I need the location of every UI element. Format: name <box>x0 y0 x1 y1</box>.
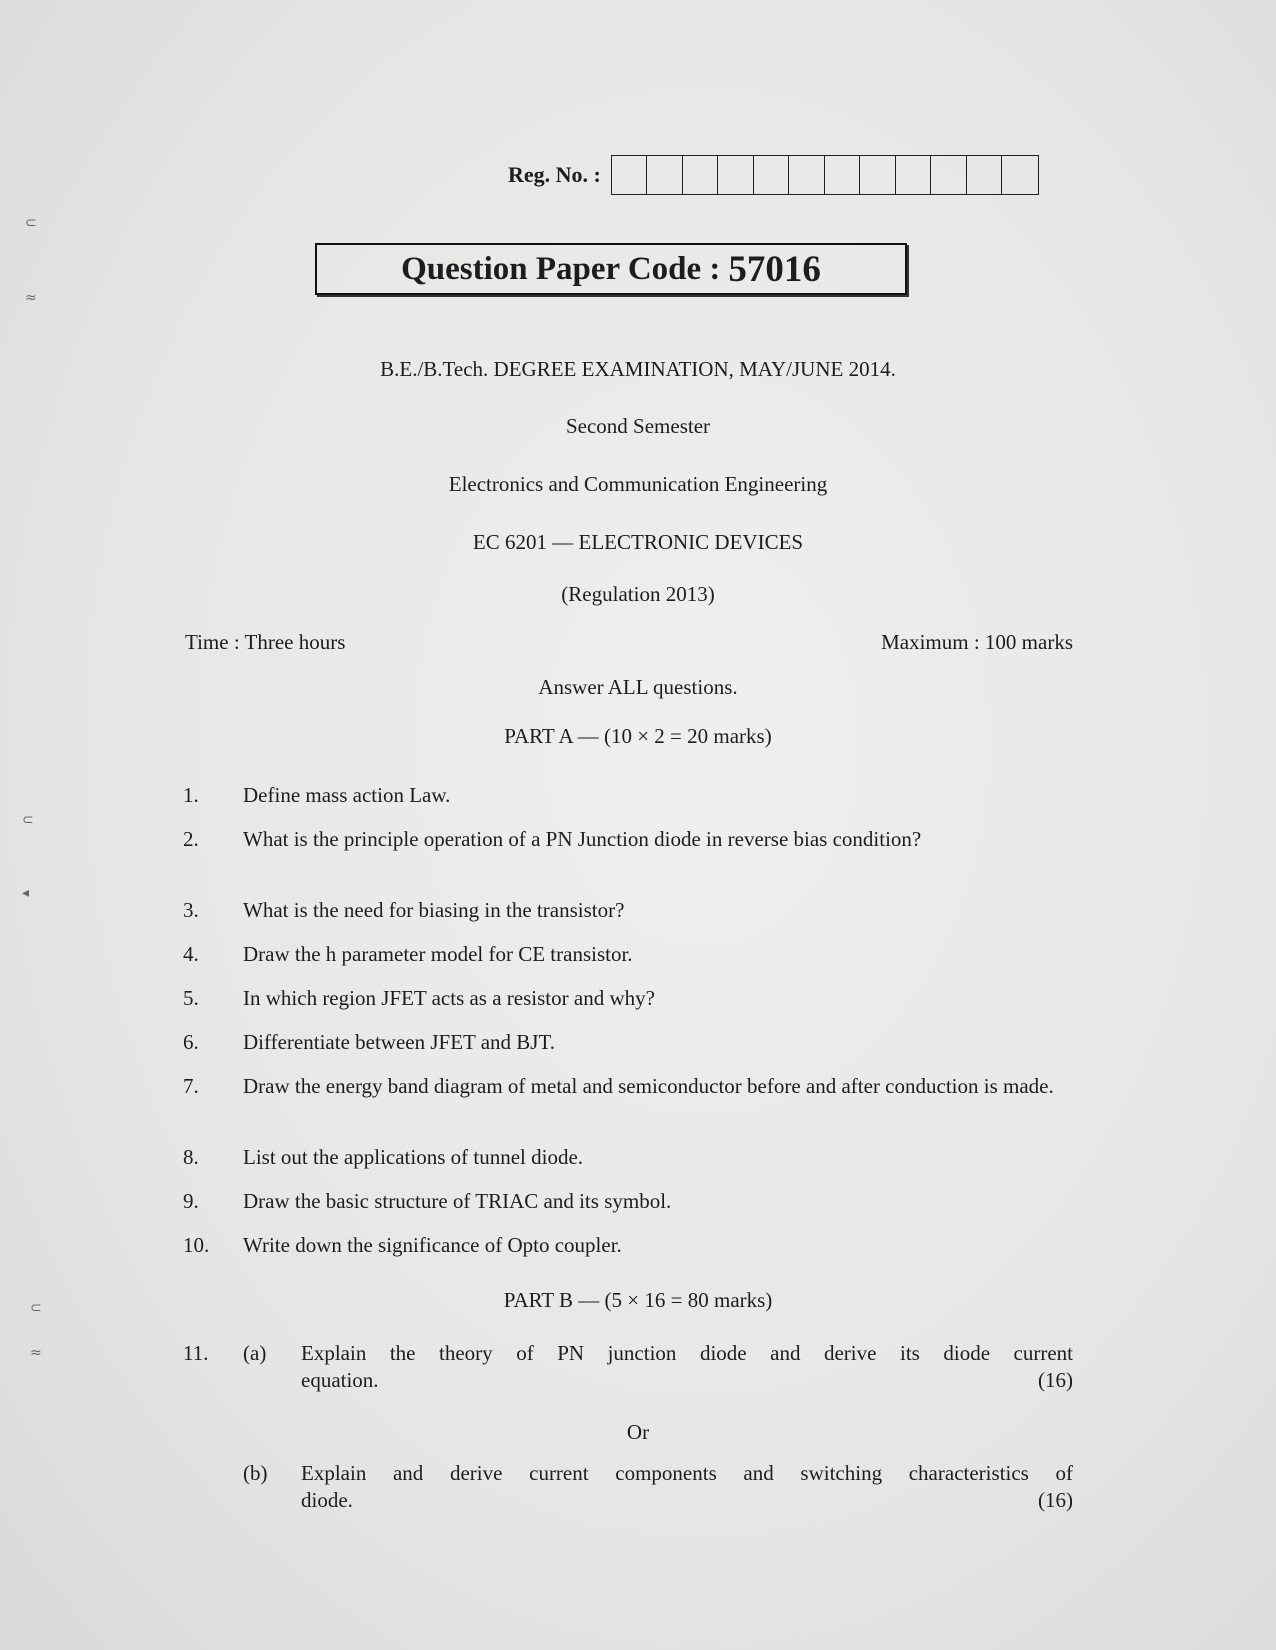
question-text: Draw the basic structure of TRIAC and its symbol. <box>243 1189 672 1213</box>
reg-label: Reg. No. : <box>508 162 601 187</box>
question-number: 4. <box>183 942 199 966</box>
scan-mark: ≈ <box>30 1345 42 1361</box>
exam-max-marks: Maximum : 100 marks <box>881 630 1073 654</box>
question-number: 8. <box>183 1145 199 1169</box>
part-a-question <box>183 1188 1073 1215</box>
exam-department: Electronics and Communication Engineering <box>448 472 828 496</box>
question-number: 11. <box>183 1341 209 1365</box>
exam-regulation: (Regulation 2013) <box>561 582 715 606</box>
question-number: 5. <box>183 986 199 1010</box>
question-text-line2-row <box>301 1487 1073 1514</box>
question-number: 7. <box>183 1074 199 1098</box>
question-text: In which region JFET acts as a resistor and why? <box>243 986 655 1010</box>
question-option-letter: (b) <box>243 1461 268 1485</box>
scan-mark: ⊂ <box>25 215 37 231</box>
reg-number-boxes <box>611 155 1039 195</box>
reg-digit-box <box>896 156 932 194</box>
question-number: 9. <box>183 1189 199 1213</box>
question-text: What is the need for biasing in the transistor? <box>243 898 625 922</box>
question-number: 10. <box>183 1233 210 1257</box>
question-marks: (16) <box>1038 1488 1073 1512</box>
question-text-line1: Explain and derive current components and switching characteristics of <box>301 1461 1073 1485</box>
part-a-question <box>183 985 1073 1012</box>
exam-time: Time : Three hours <box>185 630 346 654</box>
question-number: 6. <box>183 1030 199 1054</box>
paper-code-label: Question Paper Code : <box>401 250 721 287</box>
reg-digit-box <box>718 156 754 194</box>
question-number: 3. <box>183 898 199 922</box>
question-text: Write down the significance of Opto coupler. <box>243 1233 622 1257</box>
reg-digit-box <box>647 156 683 194</box>
question-paper-code-box <box>315 243 907 295</box>
question-text: Differentiate between JFET and BJT. <box>243 1030 555 1054</box>
part-a-question <box>183 782 1073 809</box>
question-number: 1. <box>183 783 199 807</box>
scan-mark: ⊂ <box>30 1300 42 1316</box>
paper-code-number: 57016 <box>728 248 821 290</box>
reg-digit-box <box>825 156 861 194</box>
question-text-line2-row <box>301 1367 1073 1394</box>
or-separator: Or <box>626 1420 650 1444</box>
part-a-question <box>183 1029 1073 1056</box>
question-body <box>301 1340 1073 1394</box>
exam-degree: B.E./B.Tech. DEGREE EXAMINATION, MAY/JUNE 2014. <box>380 357 896 381</box>
question-number-blank <box>183 1460 243 1514</box>
part-a-question <box>183 1144 1073 1171</box>
part-b-title: PART B — (5 × 16 = 80 marks) <box>503 1288 773 1312</box>
exam-instruction: Answer ALL questions. <box>538 675 738 699</box>
question-number: 2. <box>183 827 199 851</box>
part-a-question <box>183 1232 1073 1259</box>
part-a-question <box>183 826 1073 853</box>
reg-digit-box <box>1002 156 1038 194</box>
part-a-question <box>183 941 1073 968</box>
question-text: What is the principle operation of a PN Junction diode in reverse bias condition? <box>243 827 922 851</box>
reg-digit-box <box>860 156 896 194</box>
question-option-letter: (a) <box>243 1341 267 1365</box>
question-text: Draw the energy band diagram of metal and semiconductor before and after conduction is made. <box>243 1074 1054 1098</box>
scan-mark: ⊂ <box>22 812 34 828</box>
question-11b <box>183 1460 1073 1514</box>
question-text-line2: equation. <box>301 1368 379 1392</box>
reg-digit-box <box>967 156 1003 194</box>
exam-semester: Second Semester <box>565 414 711 438</box>
question-text: Define mass action Law. <box>243 783 451 807</box>
question-marks: (16) <box>1038 1368 1073 1392</box>
exam-subject: EC 6201 — ELECTRONIC DEVICES <box>472 530 804 554</box>
reg-digit-box <box>683 156 719 194</box>
reg-digit-box <box>789 156 825 194</box>
question-11a <box>183 1340 1073 1394</box>
part-a-question <box>183 1073 1073 1100</box>
part-a-title: PART A — (10 × 2 = 20 marks) <box>504 724 772 748</box>
reg-digit-box <box>612 156 648 194</box>
reg-digit-box <box>931 156 967 194</box>
reg-digit-box <box>754 156 790 194</box>
question-body <box>301 1460 1073 1514</box>
reg-number-row <box>508 155 1039 195</box>
scan-mark: ≈ <box>25 290 37 306</box>
question-text: Draw the h parameter model for CE transistor. <box>243 942 633 966</box>
scan-mark: ◂ <box>22 885 30 901</box>
question-text-line2: diode. <box>301 1488 353 1512</box>
question-text-line1: Explain the theory of PN junction diode and derive its diode current <box>301 1341 1073 1365</box>
question-text: List out the applications of tunnel diode. <box>243 1145 584 1169</box>
time-marks-row <box>185 630 1073 655</box>
part-a-question <box>183 897 1073 924</box>
